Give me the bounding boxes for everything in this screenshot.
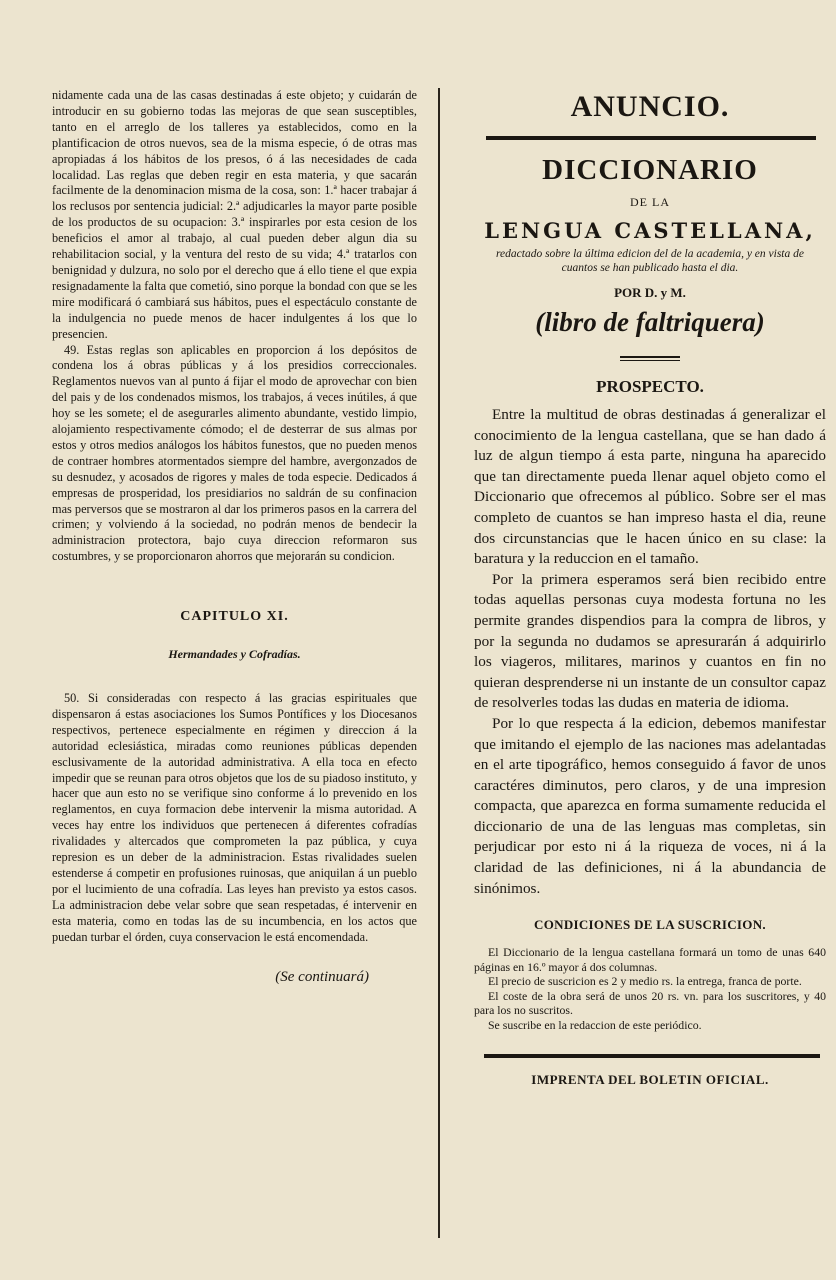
- prospectus-body: [474, 405, 826, 899]
- left-column: [52, 88, 417, 985]
- condition-item: El coste de la obra será de unos 20 rs. vn. para los suscritores, y 40 para los no suscritos.: [474, 988, 826, 1018]
- conditions-list: [474, 945, 826, 1032]
- body-paragraph: nidamente cada una de las casas destinadas á este objeto; y cuidarán de introducir en su gobierno todas las mejoras de que sean susceptibles, tanto en el arreglo de los talleres ya establecidos, como en la plantificacion de otros nuevos, sea de la misma especie, ó de otras mas apropiadas á los hábitos de los presos, ó á las necesidades de cada localidad. Las reglas que deben regir en esta materia, y que sacarán facilmente de la denominacion misma de la cosa, son: 1.ª hacer trabajar á los reclusos por sentencia judicial: 2.ª adjudicarles la mayor parte posible de los productos de su ocupacion: 3.ª inspirarles por esta cesion de los beneficios el amor al trabajo, al cual pueden deber algun dia su rehabilitacion social, y la ventura del resto de su vida; 4.ª tratarlos con benignidad y dulzura, no solo por el derecho que á ello tiene el que expia resignadamente la falta que cometió, sino porque la bondad con que se les mire modificará ó cambiará sus hábitos, pues el espectáculo constante de la indulgencia no puede menos de hacer indulgentes á los que lo presencien.: [52, 88, 417, 341]
- chapter-subtitle: Hermandades y Cofradías.: [168, 647, 301, 662]
- footer-rule: [484, 1054, 820, 1058]
- column-divider: [438, 88, 440, 1238]
- printer-imprint: IMPRENTA DEL BOLETIN OFICIAL.: [531, 1072, 769, 1088]
- heading-rule: [486, 136, 816, 140]
- prospectus-paragraph: Por lo que respecta á la edicion, debemos manifestar que imitando el ejemplo de las naciones mas adelantadas en el arte tipográfico, hemos conseguido á favor de unos caractéres diminutos, pero claros, y de una impresion compacta, que aparezca en forma sumamente reducida el diccionario de una de las lenguas mas completas, sin perjudicar por esto ni á la riqueza de voces, ni á la claridad de las definiciones, ni á la abundancia de sinónimos.: [474, 714, 826, 897]
- edition-note: redactado sobre la última edicion del de la academia, y en vista de cuantos se han publicado hasta el dia.: [496, 248, 804, 274]
- conditions-heading: CONDICIONES DE LA SUSCRICION.: [534, 917, 766, 933]
- body-paragraph: 49. Estas reglas son aplicables en proporcion á los depósitos de condena los á obras públicas y á los presidios correccionales. Reglamentos nuevos van al punto á fijar el modo de aprovechar con bien del pais y de los condenados mismos, los trabajos, á veces inútiles, á que hoy se les somete; el de asegurarles alimento abundante, vestido limpio, alojamiento respectivamente cómodo; el de desterrar de sus almas por estos y otros medios análogos los hábitos funestos, que no pueden menos de contraer hombres atormentados siempre del hambre, avergonzados de su desnudez, y acosados de rigores y males de toda especie. Dedicados á empresas de prosperidad, los presidiarios no saldrán de su confinacion mas perversos que se mostraron al dar los primeros pasos en la carrera del crimen; y volviendo á la sociedad, no podrán menos de bendecir la administracion protectora, bajo cuya direccion reformaron sus costumbres, y se proporcionaron ahorros que mejorarán su condicion.: [52, 342, 417, 564]
- condition-item: El precio de suscricion es 2 y medio rs. la entrega, franca de porte.: [488, 974, 802, 989]
- right-column: [474, 84, 826, 1088]
- dictionary-title: DICCIONARIO: [542, 154, 758, 186]
- prospectus-paragraph: Entre la multitud de obras destinadas á generalizar el conocimiento de la lengua castellana, que se han dado á luz de algun tiempo á esta parte, ninguna ha aparecido que tan directamente pueda llenar aquel objeto como el Diccionario que ofrecemos al público. Sobre ser el mas completo de cuantos se han impreso hasta el dia, reune dos circunstancias que le hacen único en su clase: la baratura y la reduccion en el tamaño.: [474, 406, 826, 568]
- condition-item: El Diccionario de la lengua castellana formará un tomo de unas 640 páginas en 16.º mayor á dos columnas.: [474, 945, 826, 974]
- pocket-book-subtitle: (libro de faltriquera): [535, 307, 765, 337]
- chapter-title: CAPITULO XI.: [180, 609, 289, 625]
- ornament-rule: [620, 356, 680, 361]
- announcement-heading: ANUNCIO.: [570, 90, 730, 123]
- language-title: LENGUA CASTELLANA,: [484, 218, 816, 243]
- body-paragraph: 50. Si consideradas con respecto á las gracias espirituales que dispensaron á estas asociaciones los Sumos Pontífices y los Diocesanos respectivos, pertenece especialmente en régimen y direccion á la autoridad eclesiástica, miradas como reuniones públicas dependen esclusivamente de la autoridad administrativa. A ella toca en efecto impedir que se reunan para otros objetos que los de su piadoso instituto, y hacer que aun esto no se verifique sino conforme á lo prevenido en los reglamentos, en cuya formacion debe intervenir la misma autoridad. A veces hay entre los individuos que pertenecen á diferentes cofradías rivalidades y altercados que comprometen la paz pública, y cuya represion es un deber de la administracion. Estas rivalidades suelen estenderse á competir en profusiones ruinosas, que aniquilan á un pueblo por el lucimiento de una cofradía. Las leyes han previsto ya estos casos. La administracion debe velar sobre que sean respetadas, é intervenir en esta materia, como en todas las de su incumbencia, en los actos que puedan turbar el órden, cuya conservacion le está encomendada.: [52, 691, 417, 944]
- continued-note: (Se continuará): [275, 968, 369, 985]
- author-line: POR D. y M.: [614, 285, 686, 300]
- prospectus-heading: PROSPECTO.: [596, 377, 704, 396]
- title-connector: DE LA: [630, 195, 670, 209]
- condition-item: Se suscribe en la redaccion de este periódico.: [488, 1017, 702, 1032]
- prospectus-paragraph: Por la primera esperamos será bien recibido entre todas aquellas personas cuya modesta fortuna no les permite grandes dispendios para la compra de libros, y por la segunda no dudamos se apresurarán á adquirirlo los viageros, militares, marinos y cuantos en fin no quieran desprenderse ni un instante de un consultor capaz de resolverles todas las dudas en materia de idioma.: [474, 570, 826, 712]
